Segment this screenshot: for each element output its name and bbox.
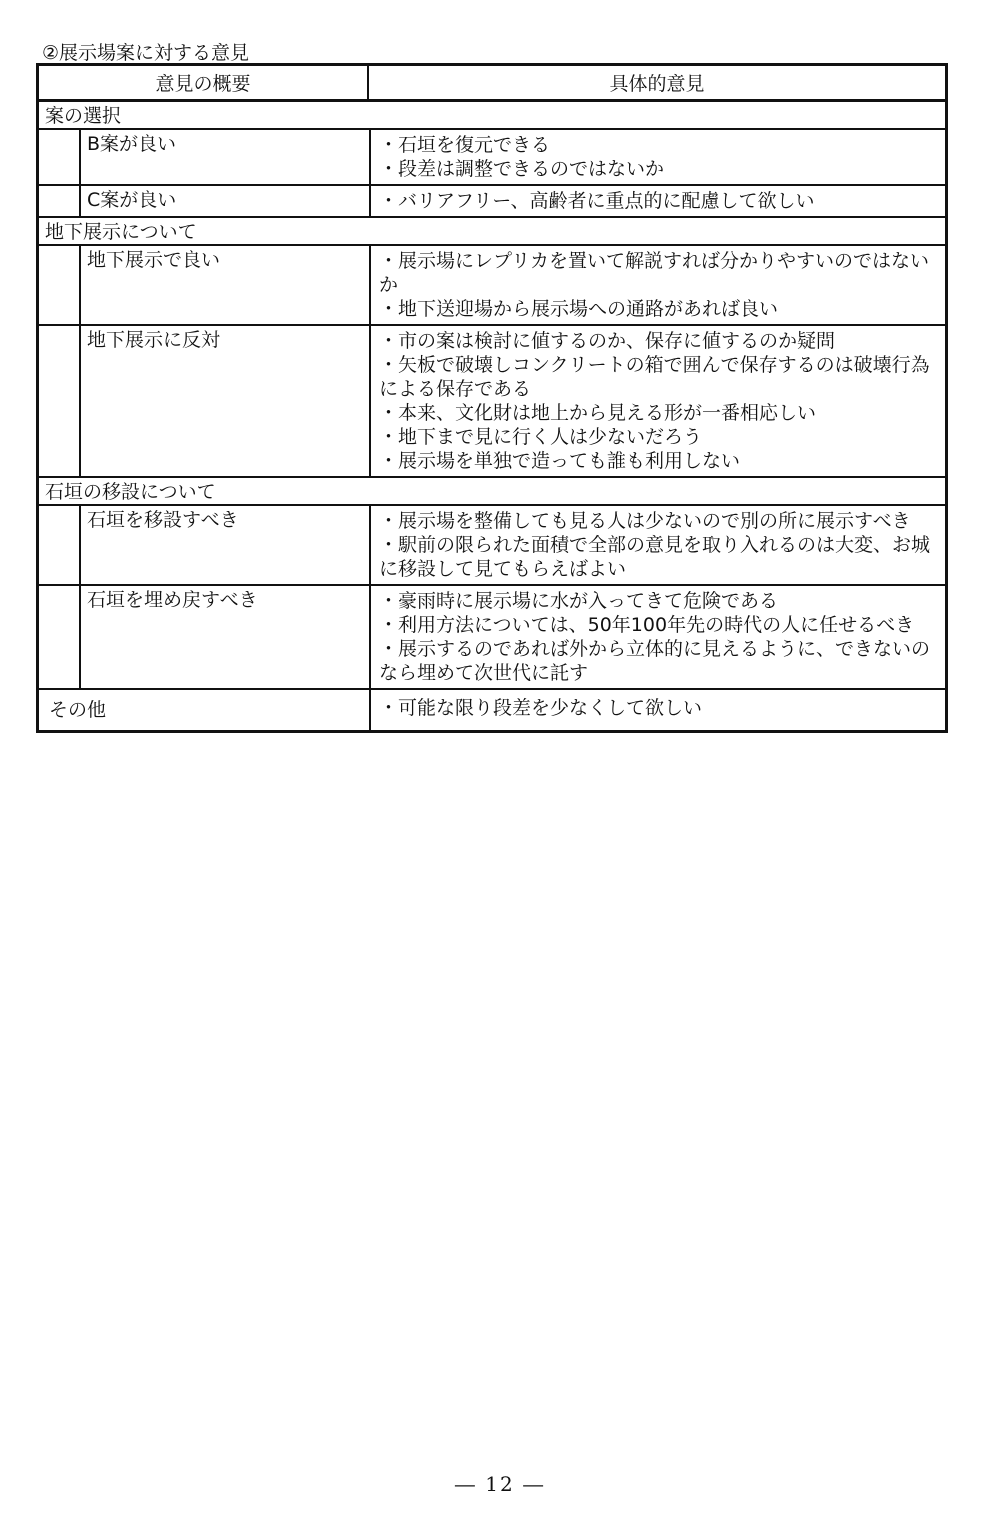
opinion-item: ・可能な限り段差を少なくして欲しい xyxy=(379,697,703,719)
opinion-item: ・市の案は検討に値するのか、保存に値するのか疑問 xyxy=(379,330,836,352)
page-number: ― 12 ― xyxy=(454,1472,546,1496)
row-label: B案が良い xyxy=(81,130,371,184)
row-label: C案が良い xyxy=(81,186,371,216)
table-row xyxy=(39,586,945,690)
opinion-item: ・本来、文化財は地上から見える形が一番相応しい xyxy=(379,402,817,424)
opinion-list xyxy=(371,586,945,688)
table-row xyxy=(39,690,945,730)
row-label: 石垣を移設すべき xyxy=(81,506,371,584)
table-row xyxy=(39,130,945,186)
row-label: その他 xyxy=(39,690,371,730)
opinion-item: ・展示場を単独で造っても誰も利用しない xyxy=(379,450,741,472)
table-row xyxy=(39,186,945,218)
opinion-item: ・駅前の限られた面積で全部の意見を取り入れるのは大変、お城に移設して見てもらえばよい xyxy=(379,534,931,580)
opinion-list xyxy=(371,130,945,184)
opinion-item: ・石垣を復元できる xyxy=(379,134,551,156)
row-label: 地下展示で良い xyxy=(81,246,371,324)
section-title: 案の選択 xyxy=(39,102,945,130)
opinion-item: ・豪雨時に展示場に水が入ってきて危険である xyxy=(379,590,779,612)
opinion-item: ・展示するのであれば外から立体的に見えるように、できないのなら埋めて次世代に託す xyxy=(379,638,931,684)
opinion-list xyxy=(371,506,945,584)
table-row xyxy=(39,506,945,586)
opinion-item: ・バリアフリー、高齢者に重点的に配慮して欲しい xyxy=(379,190,815,212)
opinion-table xyxy=(36,63,948,733)
opinion-item: ・矢板で破壊しコンクリートの箱で囲んで保存するのは破壊行為による保存である xyxy=(379,354,930,400)
document-title: ②展示場案に対する意見 xyxy=(42,42,250,64)
opinion-item: ・利用方法については、50年100年先の時代の人に任せるべき xyxy=(379,614,915,636)
section-title: 石垣の移設について xyxy=(39,478,945,506)
opinion-item: ・展示場にレプリカを置いて解説すれば分かりやすいのではないか xyxy=(379,250,930,296)
row-label: 石垣を埋め戻すべき xyxy=(81,586,371,688)
opinion-list xyxy=(371,186,945,216)
row-label: 地下展示に反対 xyxy=(81,326,371,476)
opinion-item: ・地下送迎場から展示場への通路があれば良い xyxy=(379,298,779,320)
table-header xyxy=(39,66,945,102)
header-details: 具体的意見 xyxy=(609,73,705,95)
opinion-list xyxy=(371,246,945,324)
header-summary: 意見の概要 xyxy=(39,66,369,99)
table-row xyxy=(39,326,945,478)
opinion-item: ・地下まで見に行く人は少ないだろう xyxy=(379,426,703,448)
opinion-list xyxy=(371,690,945,730)
opinion-list xyxy=(371,326,945,476)
opinion-item: ・段差は調整できるのではないか xyxy=(379,158,665,180)
table-row xyxy=(39,246,945,326)
section-title: 地下展示について xyxy=(39,218,945,246)
opinion-item: ・展示場を整備しても見る人は少ないので別の所に展示すべき xyxy=(379,510,911,532)
